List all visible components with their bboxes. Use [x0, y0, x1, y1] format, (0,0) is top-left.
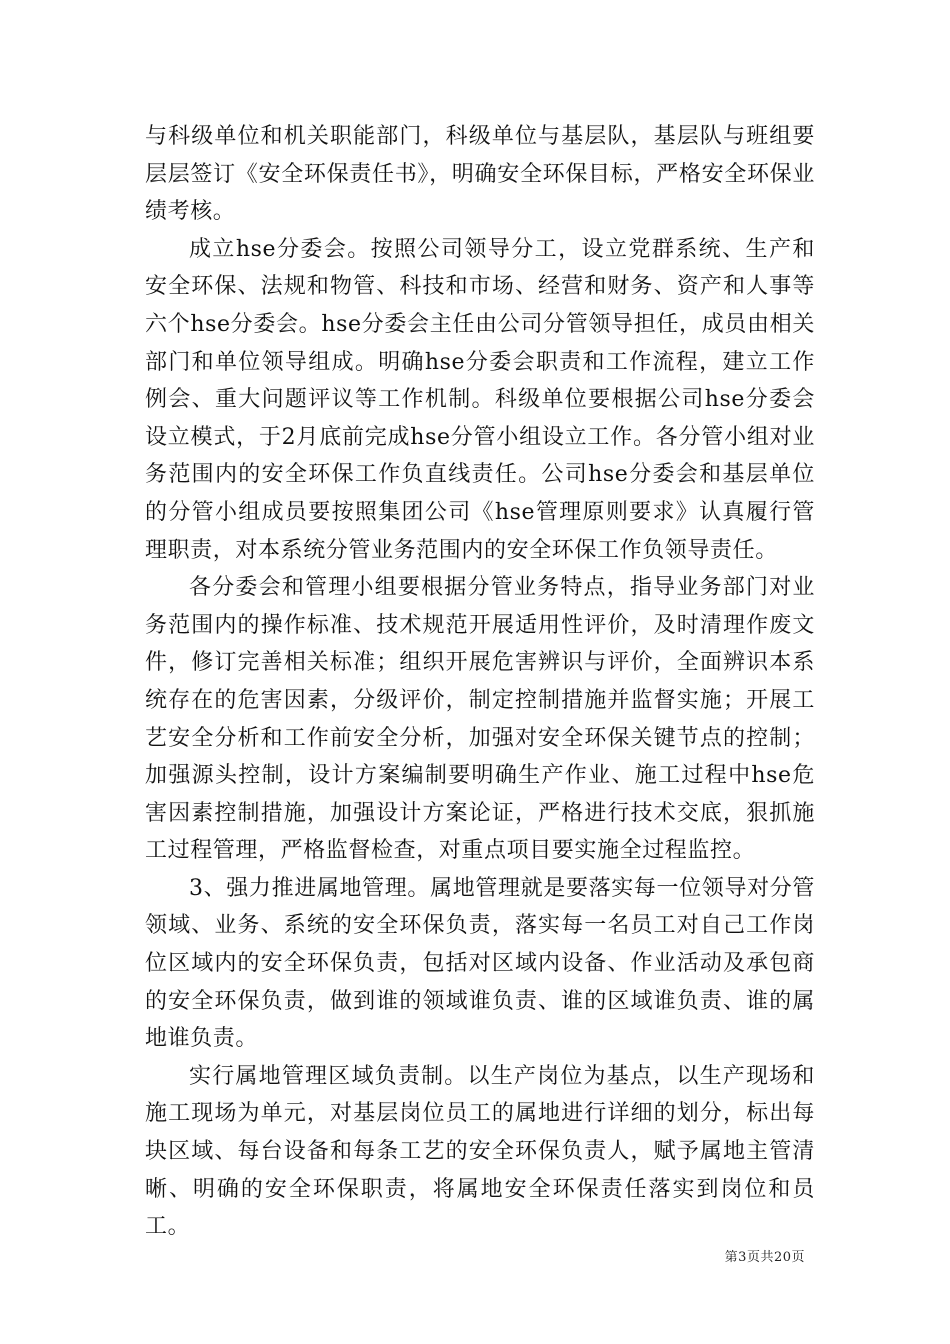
page-number: 第3页共20页	[724, 1250, 805, 1265]
paragraph-territorial-management: 3、强力推进属地管理。属地管理就是要落实每一位领导对分管领域、业务、系统的安全环保负责，落实每一名员工对自己工作岗位区域内的安全环保负责，包括对区域内设备、作业活动及承包商的安全环保负责，做到谁的领域谁负责、谁的区域谁负责、谁的属地谁负责。	[145, 875, 815, 1052]
paragraph-subcommittee-duties: 各分委会和管理小组要根据分管业务特点，指导业务部门对业务范围内的操作标准、技术规范开展适用性评价，及时清理作废文件，修订完善相关标准；组织开展危害辨识与评价，全面辨识本系统存在的危害因素，分级评价，制定控制措施并监督实施；开展工艺安全分析和工作前安全分析，加强对安全环保关键节点的控制；加强源头控制，设计方案编制要明确生产作业、施工过程中hse危害因素控制措施，加强设计方案论证，严格进行技术交底，狠抓施工过程管理，严格监督检查，对重点项目要实施全过程监控。	[145, 575, 815, 864]
paragraph-hse-subcommittee: 成立hse分委会。按照公司领导分工，设立党群系统、生产和安全环保、法规和物管、科技和市场、经营和财务、资产和人事等六个hse分委会。hse分委会主任由公司分管领导担任，成员由相关部门和单位领导组成。明确hse分委会职责和工作流程，建立工作例会、重大问题评议等工作机制。科级单位要根据公司hse分委会设立模式，于2月底前完成hse分管小组设立工作。各分管小组对业务范围内的安全环保工作负直线责任。公司hse分委会和基层单位的分管小组成员要按照集团公司《hse管理原则要求》认真履行管理职责，对本系统分管业务范围内的安全环保工作负领导责任。	[145, 236, 815, 563]
document-body	[145, 118, 815, 1246]
page-footer	[0, 1246, 950, 1265]
paragraph-continuation: 与科级单位和机关职能部门，科级单位与基层队，基层队与班组要层层签订《安全环保责任书》，明确安全环保目标，严格安全环保业绩考核。	[145, 124, 815, 225]
paragraph-area-responsibility: 实行属地管理区域负责制。以生产岗位为基点，以生产现场和施工现场为单元，对基层岗位员工的属地进行详细的划分，标出每块区域、每台设备和每条工艺的安全环保负责人，赋予属地主管清晰、明确的安全环保职责，将属地安全环保责任落实到岗位和员工。	[145, 1063, 815, 1240]
